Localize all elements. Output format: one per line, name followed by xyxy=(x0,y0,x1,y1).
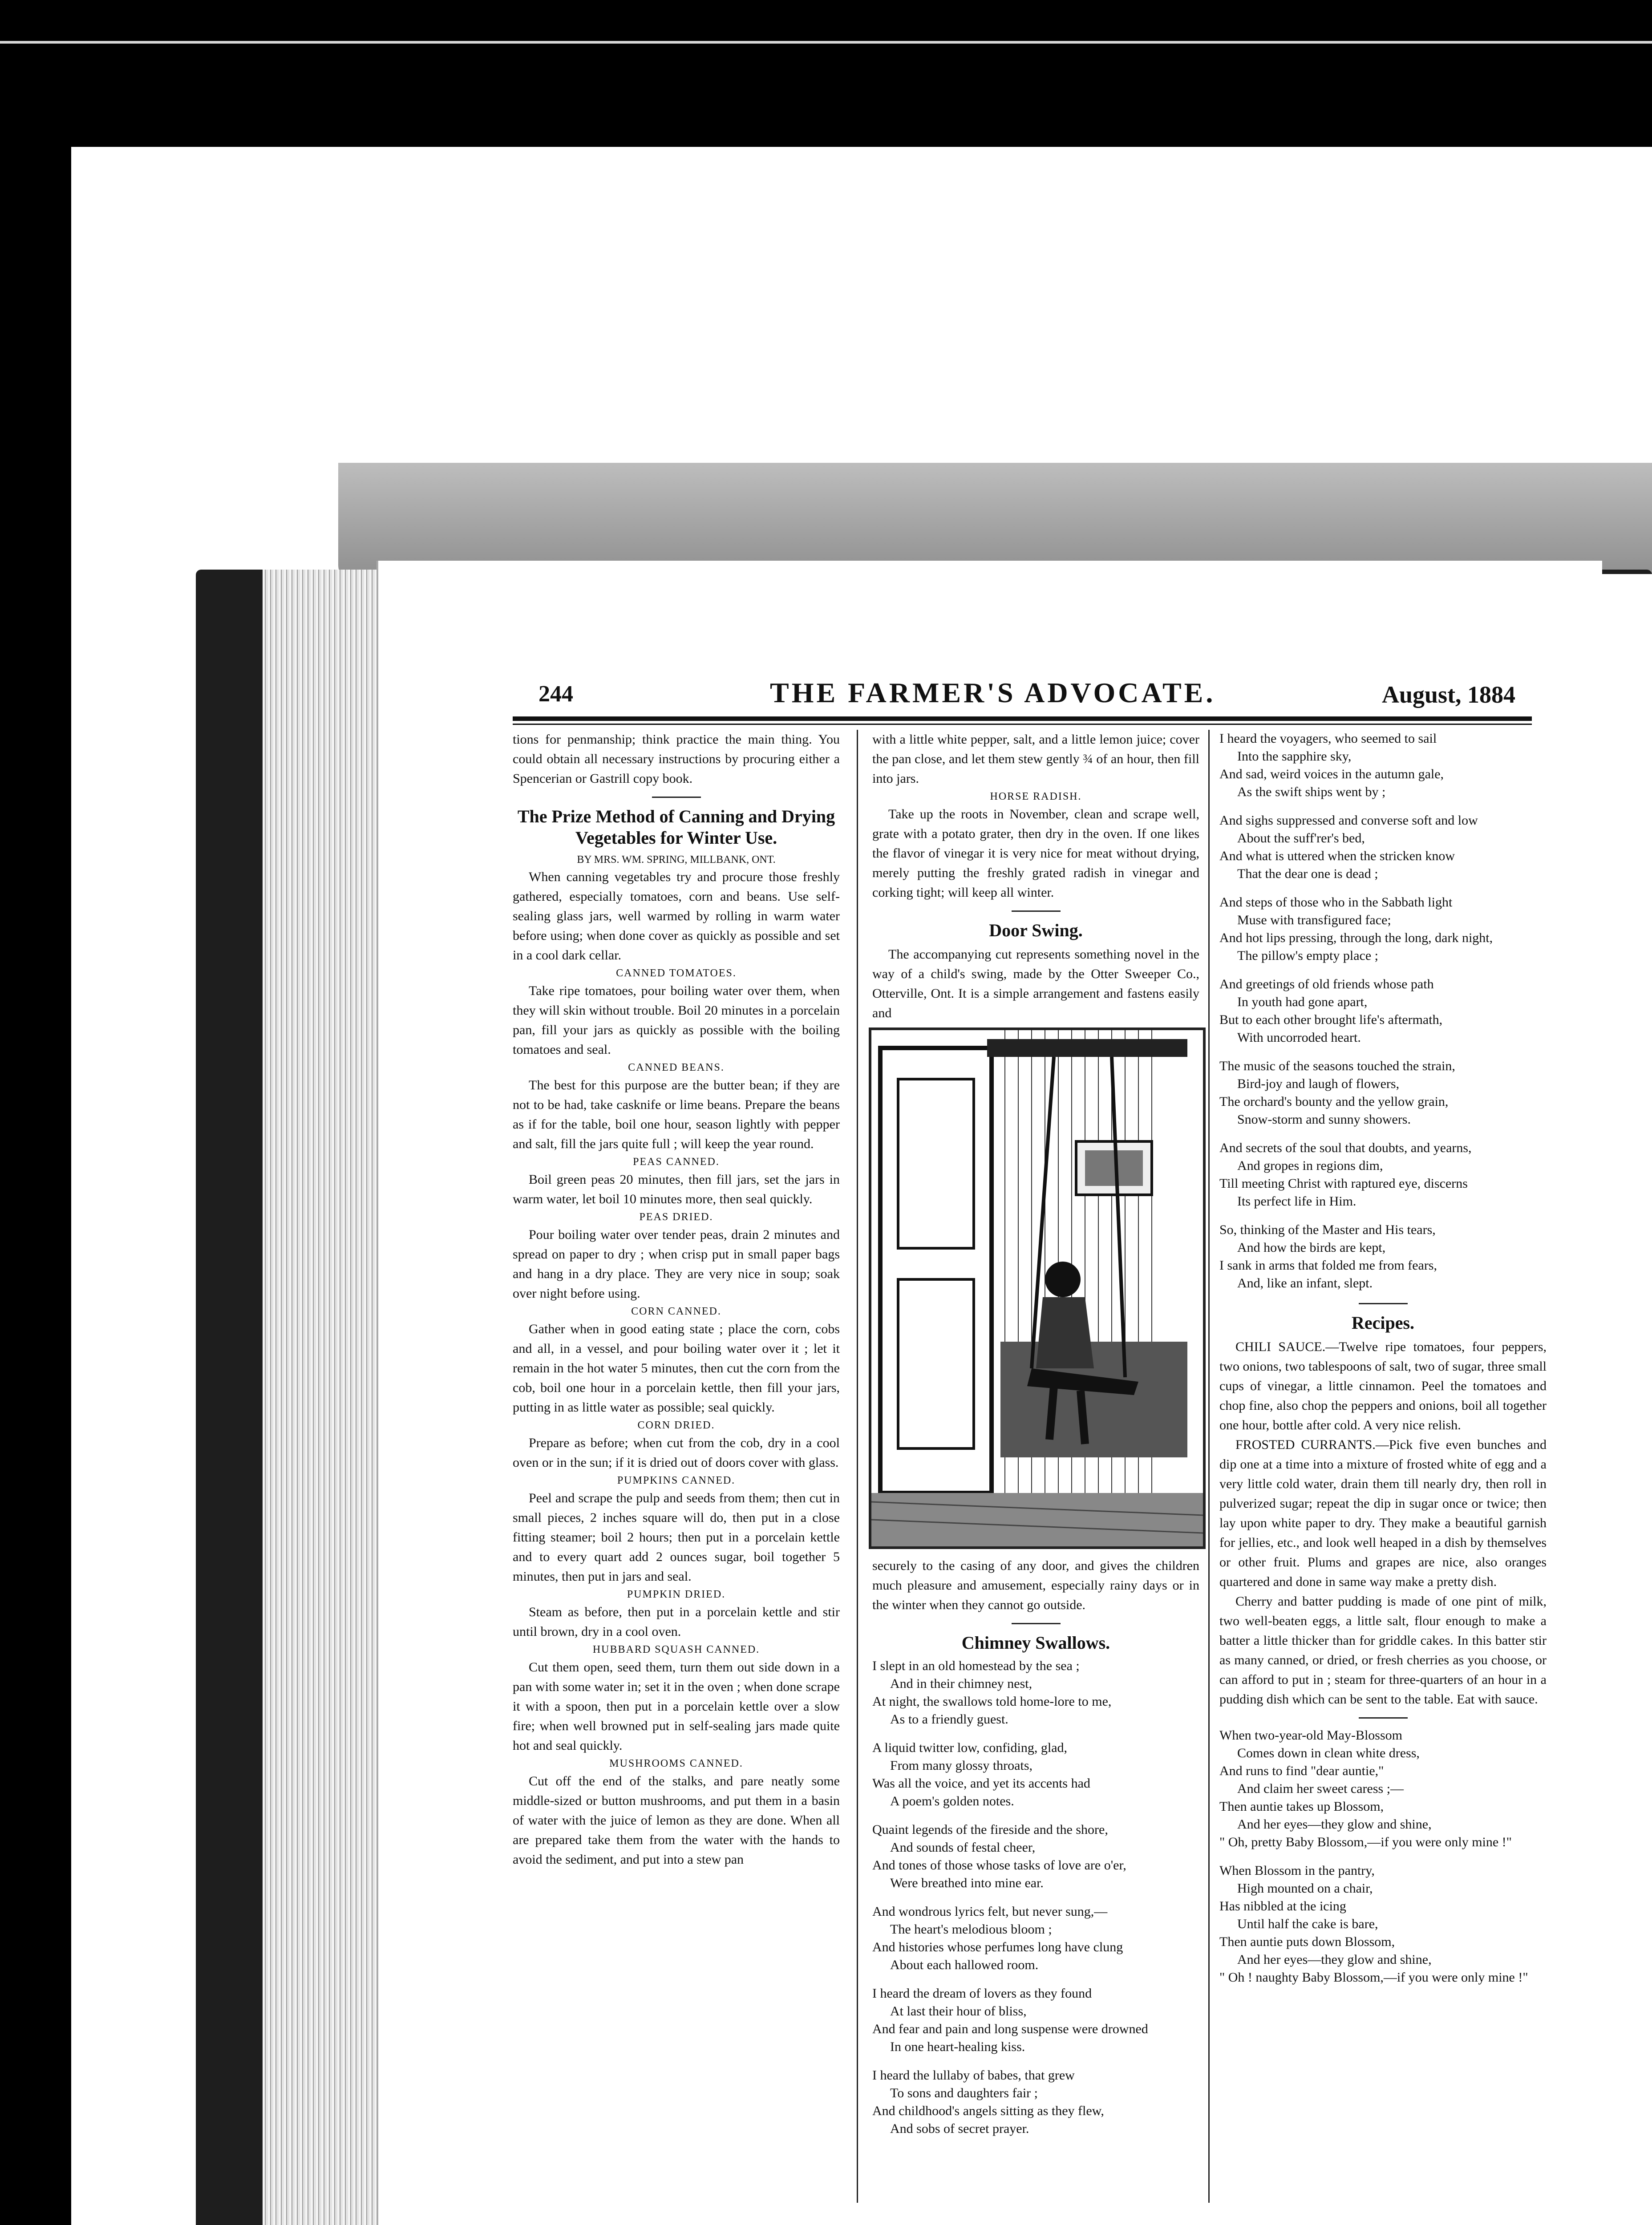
poem-stanza xyxy=(1219,1727,1547,1851)
recipe-text: Cherry and batter pudding is made of one pint of milk, two well-beaten eggs, a little salt, flour enough to make a batter a little thicker than for griddle cakes. In this batter stir as many canned, or dried, or fresh cherries as you choose, or can afford to put in ; steam for three-quarters of an hour in a pudding dish which can be sent to the table. Eat with sauce. xyxy=(1219,1594,1547,1707)
poem-line: Were breathed into mine ear. xyxy=(890,1876,1044,1890)
section-heading: PEAS CANNED. xyxy=(633,1156,720,1168)
poem-line: And her eyes—they glow and shine, xyxy=(1237,1952,1432,1967)
article-text: Peel and scrape the pulp and seeds from them; then cut in small pieces, 2 inches square will do, then put in a close fitting steamer; boil 2 hours; then put in a porcelain kettle and to every quart add 2 ounces sugar, boil together 5 minutes, then put in jars and seal. xyxy=(513,1491,840,1584)
article-text: tions for penmanship; think practice the main thing. You could obtain all necessary instructions by procuring either a Spencerian or Gastrill copy book. xyxy=(513,732,840,786)
poem-line: And runs to find "dear auntie," xyxy=(1219,1764,1384,1778)
poem-line: The pillow's empty place ; xyxy=(1237,948,1378,963)
section-heading: HORSE RADISH. xyxy=(990,791,1082,802)
poem-line: In youth had gone apart, xyxy=(1237,995,1368,1009)
door-swing-illustration xyxy=(869,1028,1206,1549)
poem-line: So, thinking of the Master and His tears, xyxy=(1219,1222,1436,1237)
column-3 xyxy=(1219,730,1547,1997)
poem-title: Chimney Swallows. xyxy=(961,1633,1110,1653)
poem-line: And steps of those who in the Sabbath light xyxy=(1219,895,1453,910)
poem-line: As the swift ships went by ; xyxy=(1237,785,1386,799)
poem-line: Then auntie takes up Blossom, xyxy=(1219,1799,1384,1814)
divider xyxy=(1012,1623,1061,1624)
section-heading: CORN CANNED. xyxy=(631,1306,721,1317)
recipe-text: FROSTED CURRANTS.—Pick five even bunches and dip one at a time into a mixture of frosted white of egg and a very little cold water, drain them till nearly dry, then roll in pulverized sugar; repeat the dip in sugar once or twice; then lay upon white paper to dry. They make a beautiful garnish for jellies, etc., and look well heaped in a dish by themselves or other fruit. Plums and grapes are nice, also oranges quartered and done in same way make a pretty dish. xyxy=(1219,1437,1547,1589)
poem-stanza xyxy=(872,2067,1199,2138)
section-heading: PEAS DRIED. xyxy=(639,1211,713,1223)
poem-line: Muse with transfigured face; xyxy=(1237,913,1391,927)
poem-line: And how the birds are kept, xyxy=(1237,1240,1386,1255)
column-rule xyxy=(857,730,858,2203)
article-text: securely to the casing of any door, and gives the children much pleasure and amusement, especially rainy days or in the winter when they cannot go outside. xyxy=(872,1558,1199,1612)
poem-line: And tones of those whose tasks of love are o'er, xyxy=(872,1858,1126,1873)
poem-line: And sad, weird voices in the autumn gale, xyxy=(1219,767,1444,781)
poem-line: And what is uttered when the stricken know xyxy=(1219,849,1455,863)
poem-line: In one heart-healing kiss. xyxy=(890,2039,1025,2054)
section-heading: PUMPKIN DRIED. xyxy=(627,1589,726,1600)
poem-line: And, like an infant, slept. xyxy=(1237,1276,1373,1290)
poem-line: And sighs suppressed and converse soft and low xyxy=(1219,813,1478,828)
article-text: Steam as before, then put in a porcelain kettle and stir until brown, dry in a cool oven. xyxy=(513,1605,840,1639)
issue-date: August, 1884 xyxy=(1382,681,1516,708)
poem-line: Into the sapphire sky, xyxy=(1237,749,1352,764)
poem-line: From many glossy throats, xyxy=(890,1758,1032,1773)
poem-line: A poem's golden notes. xyxy=(890,1794,1014,1808)
poem-line: That the dear one is dead ; xyxy=(1237,866,1378,881)
article-text: Take ripe tomatoes, pour boiling water over them, when they will skin without trouble. Boil 20 minutes in a porcelain pan, fill your jars as quickly as possible with the boiling tomatoes and seal. xyxy=(513,983,840,1057)
page-edges xyxy=(263,570,378,2225)
poem-line: And secrets of the soul that doubts, and yearns, xyxy=(1219,1141,1472,1155)
poem-stanza xyxy=(1219,975,1547,1047)
poem-line: I sank in arms that folded me from fears, xyxy=(1219,1258,1437,1273)
section-heading: MUSHROOMS CANNED. xyxy=(609,1758,743,1769)
poem-line: Comes down in clean white dress, xyxy=(1237,1746,1420,1760)
facing-page-edge xyxy=(1598,574,1652,2225)
divider xyxy=(1012,910,1061,912)
poem-line: And in their chimney nest, xyxy=(890,1676,1032,1691)
poem-stanza xyxy=(872,1985,1199,2056)
poem-line: I slept in an old homestead by the sea ; xyxy=(872,1659,1080,1673)
page-number: 244 xyxy=(539,681,573,707)
article-text: Cut them open, seed them, turn them out side down in a pan with some water in; set it in the oven ; when done scrape it with a spoon, then put in a porcelain kettle over a slow fire; when well browned put in self-sealing jars made quite hot and seal quickly. xyxy=(513,1660,840,1753)
section-heading: CANNED TOMATOES. xyxy=(616,967,737,979)
poem-stanza xyxy=(1219,1057,1547,1129)
poem-line: A liquid twitter low, confiding, glad, xyxy=(872,1740,1068,1755)
poem-stanza xyxy=(872,1739,1199,1810)
article-text: Pour boiling water over tender peas, drain 2 minutes and spread on paper to dry ; when crisp put in small paper bags and hang in a dry place. They are very nice in soup; soak over night before using. xyxy=(513,1227,840,1301)
article-title: Door Swing. xyxy=(989,920,1083,940)
scan-border-top xyxy=(0,0,1652,44)
divider xyxy=(652,797,701,798)
article-text: Boil green peas 20 minutes, then fill jars, set the jars in warm water, let boil 10 minutes more, then seal quickly. xyxy=(513,1172,840,1206)
section-heading: HUBBARD SQUASH CANNED. xyxy=(592,1644,760,1655)
poem-line: Snow-storm and sunny showers. xyxy=(1237,1112,1411,1127)
poem-line: With uncorroded heart. xyxy=(1237,1030,1361,1045)
article-text: Prepare as before; when cut from the cob, dry in a cool oven or in the sun; if it is dried out of doors cover with glass. xyxy=(513,1436,840,1470)
poem-stanza xyxy=(872,1821,1199,1892)
poem-line: The heart's melodious bloom ; xyxy=(890,1922,1052,1937)
masthead-title: THE FARMER'S ADVOCATE. xyxy=(770,677,1216,708)
poem-line: And her eyes—they glow and shine, xyxy=(1237,1817,1432,1832)
poem-line: Bird-joy and laugh of flowers, xyxy=(1237,1076,1400,1091)
poem-line: And sounds of festal cheer, xyxy=(890,1840,1036,1855)
door-swing-engraving xyxy=(871,1030,1203,1546)
poem-stanza xyxy=(1219,1139,1547,1210)
poem-stanza xyxy=(1219,894,1547,965)
poem-line: And fear and pain and long suspense were drowned xyxy=(872,2022,1148,2036)
poem-line: And wondrous lyrics felt, but never sung,— xyxy=(872,1904,1108,1919)
poem-stanza xyxy=(1219,730,1547,801)
poem-line: High mounted on a chair, xyxy=(1237,1881,1373,1896)
poem-stanza xyxy=(1219,812,1547,883)
poem-line: About the suff'rer's bed, xyxy=(1237,831,1365,846)
article-text: When canning vegetables try and procure those freshly gathered, especially tomatoes, corn and beans. Use self-sealing glass jars, well warmed by rolling in warm water before using; when done cover as quickly as possible and set in a cool dark cellar. xyxy=(513,870,840,963)
article-byline: BY MRS. WM. SPRING, MILLBANK, ONT. xyxy=(577,854,776,866)
poem-line: " Oh ! naughty Baby Blossom,—if you were only mine !" xyxy=(1219,1970,1528,1985)
poem-line: And sobs of secret prayer. xyxy=(890,2121,1029,2136)
poem-line: Till meeting Christ with raptured eye, discerns xyxy=(1219,1176,1468,1191)
header-rule-thin xyxy=(513,724,1532,725)
poem-line: At night, the swallows told home-lore to me, xyxy=(872,1694,1112,1709)
article-title: The Prize Method of Canning and Drying Vegetables for Winter Use. xyxy=(517,806,835,848)
poem-line: Has nibbled at the icing xyxy=(1219,1899,1346,1914)
poem-line: To sons and daughters fair ; xyxy=(890,2086,1038,2100)
page-header xyxy=(512,676,1531,712)
header-rule xyxy=(513,716,1532,721)
article-text: Take up the roots in November, clean and scrape well, grate with a potato grater, then dry in the oven. If one likes the flavor of vinegar it is very nice for meat without drying, merely putting the freshly grated radish in vinegar and corking tight; will keep all winter. xyxy=(872,807,1199,900)
poem-stanza xyxy=(1219,1862,1547,1986)
divider xyxy=(1359,1717,1408,1719)
section-title: Recipes. xyxy=(1351,1313,1415,1333)
poem-line: The orchard's bounty and the yellow grain, xyxy=(1219,1094,1449,1109)
poem-line: " Oh, pretty Baby Blossom,—if you were only mine !" xyxy=(1219,1835,1512,1849)
section-heading: PUMPKINS CANNED. xyxy=(617,1475,736,1486)
poem-line: About each hallowed room. xyxy=(890,1958,1039,1972)
poem-line: And histories whose perfumes long have clung xyxy=(872,1940,1123,1954)
poem-line: Until half the cake is bare, xyxy=(1237,1917,1378,1931)
column-rule xyxy=(1208,730,1210,2203)
poem-stanza xyxy=(872,1903,1199,1974)
poem-line: Its perfect life in Him. xyxy=(1237,1194,1356,1209)
poem-line: But to each other brought life's aftermath, xyxy=(1219,1012,1443,1027)
section-heading: CORN DRIED. xyxy=(637,1420,715,1431)
poem-line: And greetings of old friends whose path xyxy=(1219,977,1434,991)
poem-line: Quaint legends of the fireside and the shore, xyxy=(872,1822,1108,1837)
article-text: with a little white pepper, salt, and a little lemon juice; cover the pan close, and let them stew gently ¾ of an hour, then fill into jars. xyxy=(872,732,1199,786)
poem-line: As to a friendly guest. xyxy=(890,1712,1008,1727)
column-1 xyxy=(513,730,840,1869)
poem-stanza xyxy=(872,1657,1199,1728)
scan-edge-line xyxy=(0,41,1652,44)
poem-line: And gropes in regions dim, xyxy=(1237,1158,1383,1173)
article-text: The accompanying cut represents something novel in the way of a child's swing, made by the Otter Sweeper Co., Otterville, Ont. It is a simple arrangement and fastens easily and xyxy=(872,947,1199,1020)
article-text: Gather when in good eating state ; place the corn, cobs and all, in a vessel, and pour boiling water over it ; let it remain in the hot water 5 minutes, then cut the corn from the cob, boil one hour in a porcelain kettle, then fill your jars, putting in as little water as possible; seal quickly. xyxy=(513,1322,840,1415)
poem-line: And claim her sweet caress ;— xyxy=(1237,1781,1404,1796)
section-heading: CANNED BEANS. xyxy=(628,1062,725,1073)
article-text: The best for this purpose are the butter bean; if they are not to be had, take casknife or lime beans. Prepare the beans as if for the table, boil one hour, season lightly with pepper and salt, fill the jars quite full ; will keep the year round. xyxy=(513,1078,840,1151)
poem-line: At last their hour of bliss, xyxy=(890,2004,1027,2019)
poem-line: Was all the voice, and yet its accents had xyxy=(872,1776,1090,1791)
poem-line: I heard the lullaby of babes, that grew xyxy=(872,2068,1075,2083)
column-2 xyxy=(872,730,1199,2148)
poem-line: And childhood's angels sitting as they flew, xyxy=(872,2104,1104,2118)
poem-line: I heard the dream of lovers as they found xyxy=(872,1986,1092,2001)
divider xyxy=(1359,1303,1408,1304)
poem-line: When two-year-old May-Blossom xyxy=(1219,1728,1402,1743)
poem-line: I heard the voyagers, who seemed to sail xyxy=(1219,731,1437,746)
poem-line: The music of the seasons touched the strain, xyxy=(1219,1059,1455,1073)
article-text: Cut off the end of the stalks, and pare neatly some middle-sized or button mushrooms, and put them in a basin of water with the juice of lemon as they are done. When all are prepared take them from the water with the hands to avoid the sediment, and put into a stew pan xyxy=(513,1774,840,1867)
poem-line: When Blossom in the pantry, xyxy=(1219,1863,1375,1878)
poem-line: Then auntie puts down Blossom, xyxy=(1219,1934,1395,1949)
poem-stanza xyxy=(1219,1221,1547,1292)
recipe-text: CHILI SAUCE.—Twelve ripe tomatoes, four peppers, two onions, two tablespoons of salt, two of sugar, three small cups of vinegar, a little cinnamon. Peel the tomatoes and chop fine, also chop the peppers and onions, boil all together one hour, bottle after cold. A very nice relish. xyxy=(1219,1339,1547,1432)
poem-line: And hot lips pressing, through the long, dark night, xyxy=(1219,930,1493,945)
